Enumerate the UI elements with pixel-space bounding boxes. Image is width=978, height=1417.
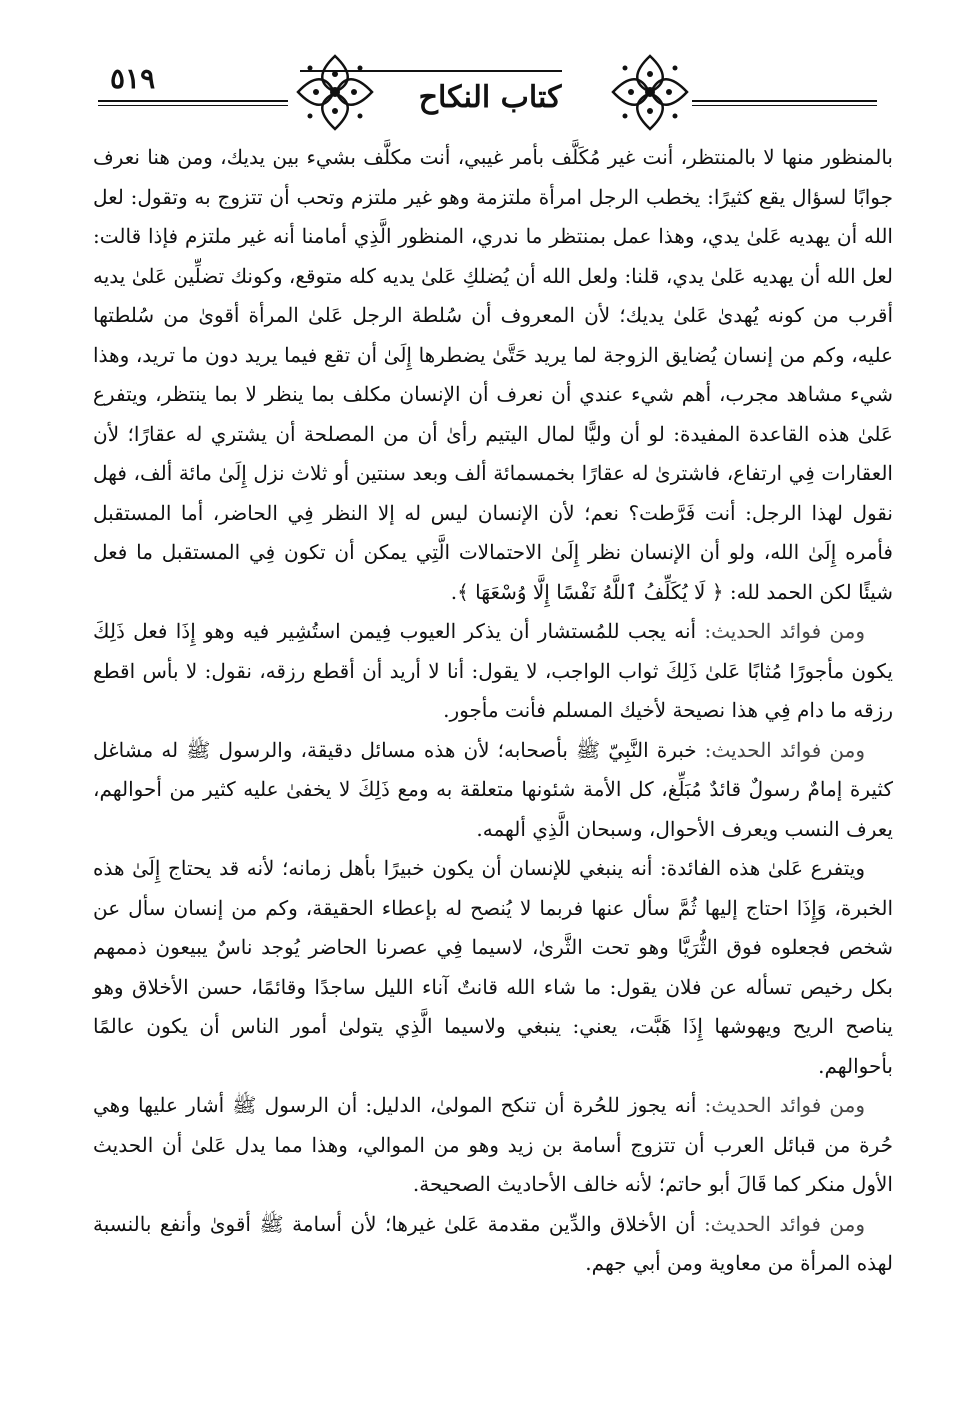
paragraph-lead: ومن فوائد الحديث: <box>703 1211 865 1236</box>
paragraph-text: خبرة النَّبِيّ ﷺ بأصحابه؛ لأن هذه مسائل دقيقة، والرسول ﷺ له مشاغل كثيرة إمامٌ رسولٌ قائدٌ مُبَلِّغ، كل الأمة شئونها متعلقة به ومع ذَلِكَ لا يخفىٰ عليه كثير من أحوالهم، يعرف النسب ويعرف الأحوال، وسبحان الَّذِي ألهمه. <box>93 737 893 841</box>
paragraph <box>93 1205 893 1284</box>
paragraph-text: أن الأخلاق والدِّين مقدمة عَلىٰ غيرها؛ لأن أسامة ﷺ أقوىٰ وأنفع بالنسبة لهذه المرأة من معاوية ومن أبي جهم. <box>93 1211 893 1275</box>
book-title: كتاب النكاح <box>418 80 562 115</box>
paragraph-text: بالمنظور منها لا بالمنتظر، أنت غير مُكَلَّف بأمر غيبي، أنت مكلَّف بشيء بين يديك، ومن هنا نعرف جوابًا لسؤال يقع كثيرًا: يخطب الرجل امرأة ملتزمة وهو غير ملتزم وتحب أن تتزوج به وتقول: لعل الله أن يهديه عَلىٰ يدي، وهذا عمل بمنتظر ما ندري، المنظور الَّذِي أمامنا أنه غير ملتزم فإذا قالت: لعل الله أن يهديه عَلىٰ يدي، قلنا: ولعل الله أن يُضلكِ عَلىٰ يديه كله متوقع، وكونك تضلِّين عَلىٰ يديه أقرب من كونه يُهدىٰ عَلىٰ يديك؛ لأن المعروف أن سُلطة الرجل عَلىٰ المرأة أقوىٰ من سُلطتها عليه، وكم من إنسان يُضايق الزوجة لما يريد حَتَّىٰ يضطرها إِلَىٰ أن تقع فيما يريد دون ما تريد، وهذا شيء مشاهد مجرب، أهم شيء عندي أن نعرف أن الإنسان مكلف بما ينظر لا بما ينتظر، ويتفرع عَلىٰ هذه القاعدة المفيدة: لو أن وليًّا لمال اليتيم رأىٰ أن من المصلحة أن يشتري له عقارًا؛ لأن العقارات فِي ارتفاع، فاشترىٰ له عقارًا بخمسمائة ألف وبعد سنتين أو ثلاث نزل إِلَىٰ مائة ألف، فهل نقول لهذا الرجل: أنت فَرَّطت؟ نعم؛ لأن الإنسان ليس له إلا النظر فِي الحاضر، أما المستقبل فأمره إِلَىٰ الله، ولو أن الإنسان نظر إِلَىٰ الاحتمالات الَّتِي يمكن أن تكون فِي المستقبل ما فعل شيئًا لكن الحمد لله: ﴿ لَا يُكَلِّفُ ٱللَّهُ نَفْسًا إِلَّا وُسْعَهَا ﴾. <box>93 145 893 604</box>
paragraph <box>93 612 893 731</box>
header-left-rule-thin <box>98 105 288 106</box>
page-number: ٥١٩ <box>110 62 156 95</box>
paragraph-lead: ومن فوائد الحديث: <box>704 1093 865 1117</box>
page-body <box>93 138 893 1284</box>
page-header <box>90 50 890 135</box>
header-right-rule <box>692 100 877 102</box>
paragraph-text: أنه يجوز للحُرة أن تنكح المولىٰ، الدليل: أن الرسول ﷺ أشار عليها وهي حُرة من قبائل العرب أن تتزوج أسامة بن زيد وهو من الموالي، وهذا مما يدل عَلىٰ أن الحديث الأول منكر كما قَالَ أبو حاتم؛ لأنه خالف الأحاديث الصحيحة. <box>93 1093 893 1196</box>
header-right-rule-thin <box>692 105 877 106</box>
paragraph <box>93 731 893 850</box>
paragraph-text: ويتفرع عَلىٰ هذه الفائدة: أنه ينبغي للإنسان أن يكون خبيرًا بأهل زمانه؛ لأنه قد يحتاج إِلَىٰ هذه الخبرة، وَإِذَا احتاج إليها ثُمَّ سأل عنها فربما لا يُنصح له بإعطاء الحقيقة، وكم من إنسان سأل عن شخص فجعلوه فوق الثُّرَيَّا وهو تحت الثَّرىٰ، لاسيما فِي عصرنا الحاضر يُوجد ناسٌ يبيعون ذممهم بكل رخيص تسأله عن فلان يقول: ما شاء الله قانتٌ آناء الليل ساجدًا وقائمًا، حسن الأخلاق وهو يناصح الريح ويهوشها إِذَا هَبَّت، يعني: ينبغي ولاسيما الَّذِي يتولىٰ أمور الناس أن يكون عالمًا بأحوالهم. <box>93 856 894 1078</box>
header-ornament-left <box>290 50 380 135</box>
header-left-rule <box>98 100 288 102</box>
paragraph-lead: ومن فوائد الحديث: <box>704 737 866 762</box>
paragraph <box>93 1086 893 1205</box>
paragraph <box>93 849 893 1086</box>
paragraph-text: أنه يجب للمُستشار أن يذكر العيوب فِيمن استُشِير فيه وهو إِذَا فعل ذَلِكَ يكون مأجورًا مُثابًا عَلىٰ ذَلِكَ ثواب الواجب، لا يقول: أنا لا أريد أن أقطع رزقه، نقول: لا بأس اقطع رزقه ما دام فِي هذا نصيحة لأخيك المسلم فأنت مأجور. <box>93 619 893 722</box>
paragraph-lead: ومن فوائد الحديث: <box>704 619 865 643</box>
header-ornament-right <box>605 50 695 135</box>
paragraph <box>93 138 893 612</box>
